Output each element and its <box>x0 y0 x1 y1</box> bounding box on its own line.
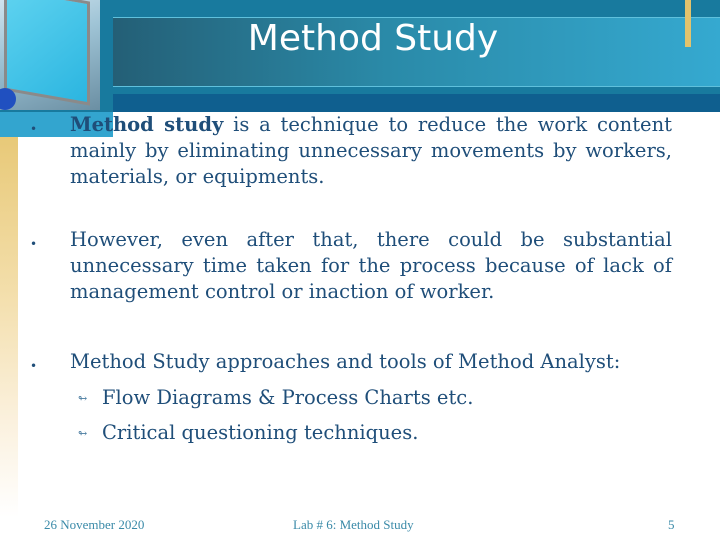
computer-image <box>0 0 100 110</box>
header-stripe <box>113 94 720 112</box>
bullet-icon: • <box>30 359 38 373</box>
swirl-bullet-icon: ↬ <box>78 427 88 440</box>
bullet-icon: • <box>30 237 38 251</box>
sub-bullet-1: Flow Diagrams & Process Charts etc. <box>102 386 474 409</box>
decor-gold-bar <box>685 0 691 47</box>
bullet-3: Method Study approaches and tools of Method Analyst: <box>70 350 621 373</box>
footer-date: 26 November 2020 <box>44 517 145 532</box>
bullet-text: is a technique to reduce the work content mainly by eliminating unnecessary movements by workers, materials, or equipments. <box>70 113 672 188</box>
footer-title: Lab # 6: Method Study <box>293 517 414 532</box>
bullet-icon: • <box>30 122 38 136</box>
bullet-1 <box>70 112 672 190</box>
swirl-bullet-icon: ↬ <box>78 392 88 405</box>
bullet-2: However, even after that, there could be substantial unnecessary time taken for the process because of lack of management control or inaction of worker. <box>70 228 672 303</box>
decor-left-bar <box>0 137 18 517</box>
page-number: 5 <box>668 517 675 532</box>
bold-term: Method study <box>70 113 224 136</box>
slide-title: Method Study <box>247 18 499 59</box>
sub-bullet-2: Critical questioning techniques. <box>102 421 419 444</box>
